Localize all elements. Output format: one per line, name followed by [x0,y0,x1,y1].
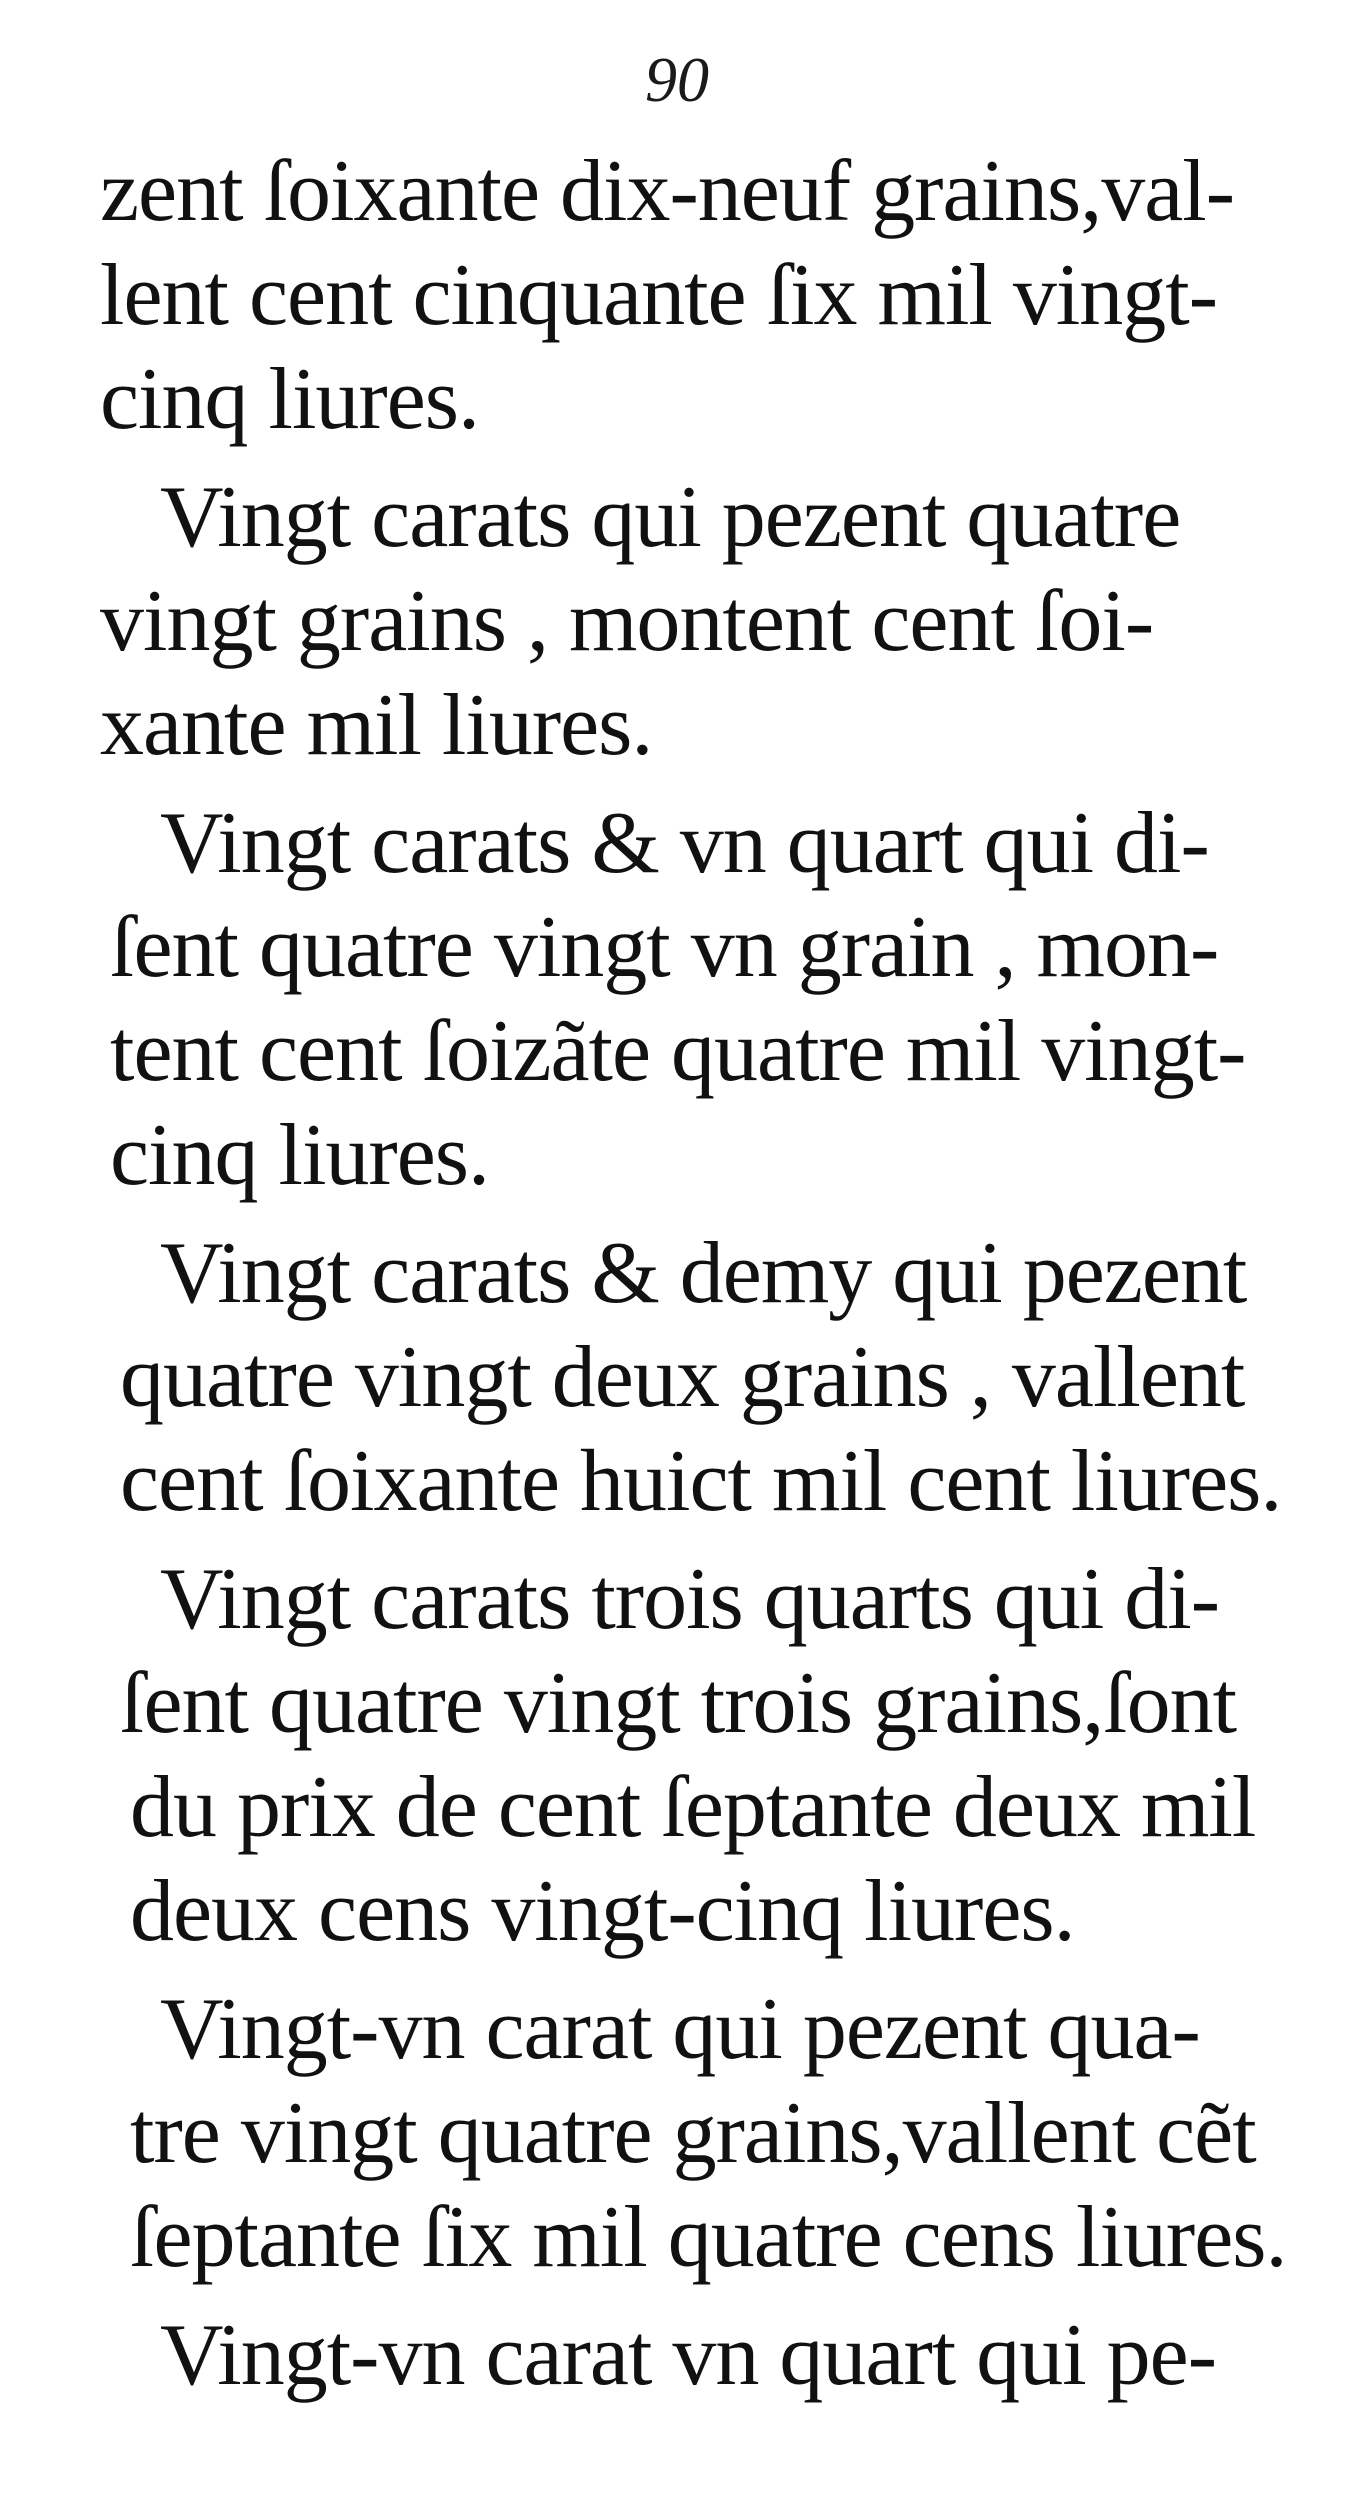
page-number: 90 [645,44,709,115]
paragraph-start-line: Vingt-vn carat vn quart qui pe- [160,2307,1217,2404]
paragraph-start-line: Vingt carats & demy qui pezent [160,1225,1247,1322]
text-line: cent ſoixante huict mil cent liures. [120,1433,1282,1530]
text-line: zent ſoixante dix-neuf grains,val- [100,143,1235,240]
text-line: tent cent ſoizãte quatre mil vingt- [110,1003,1246,1100]
text-line: ſent quatre vingt trois grains,ſont [120,1655,1237,1752]
text-line: lent cent cinquante ſix mil vingt- [100,247,1218,344]
paragraph-start-line: Vingt-vn carat qui pezent qua- [160,1981,1200,2078]
text-line: cinq liures. [100,351,480,448]
text-line: xante mil liures. [100,677,653,774]
paragraph-start-line: Vingt carats trois quarts qui di- [160,1551,1220,1648]
text-line: deux cens vingt-cinq liures. [130,1863,1075,1960]
text-line: tre vingt quatre grains,vallent cẽt [130,2085,1256,2182]
text-line: quatre vingt deux grains , vallent [120,1329,1245,1426]
text-line: ſeptante ſix mil quatre cens liures. [130,2189,1287,2286]
paragraph-start-line: Vingt carats qui pezent quatre [160,469,1181,566]
paragraph-start-line: Vingt carats & vn quart qui di- [160,795,1209,892]
text-line: du prix de cent ſeptante deux mil [130,1759,1256,1856]
text-line: ſent quatre vingt vn grain , mon- [110,899,1219,996]
body-text [100,140,1300,2408]
text-line: vingt grains , montent cent ſoi- [100,573,1154,670]
text-line: cinq liures. [110,1107,490,1204]
